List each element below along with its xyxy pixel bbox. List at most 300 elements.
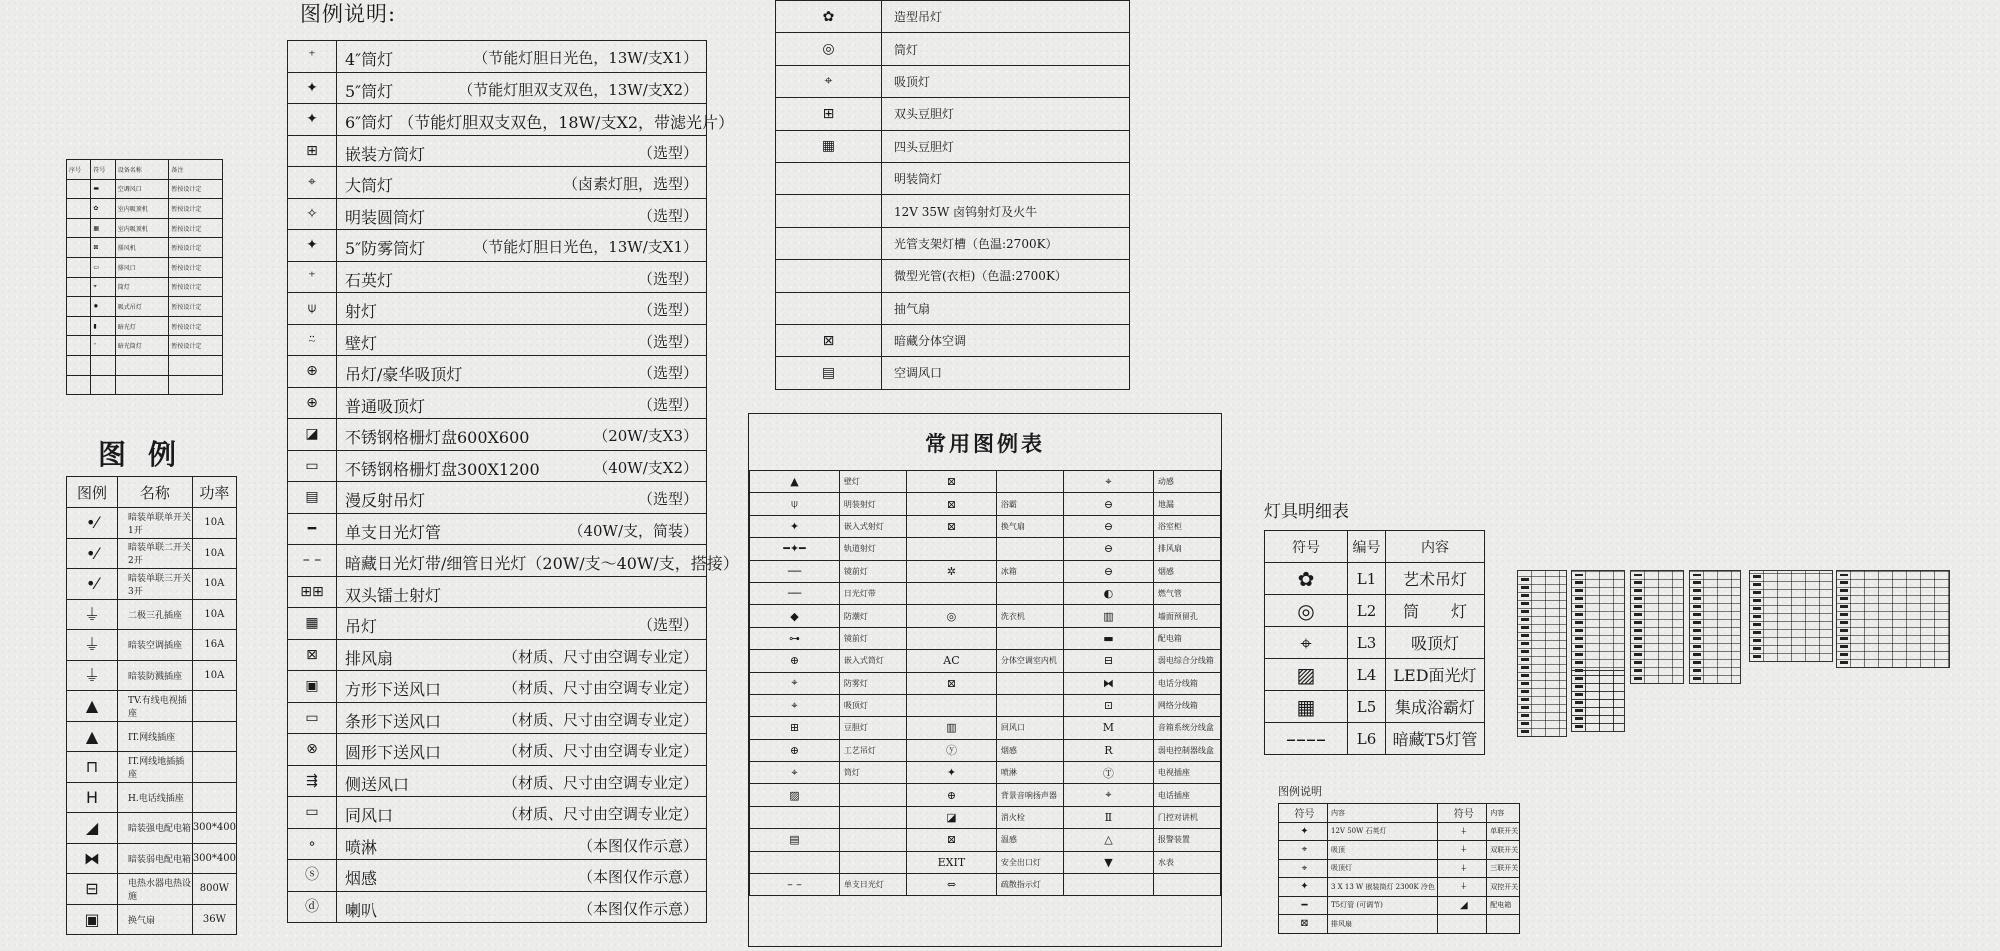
- legend-note: （20W/支X3）: [593, 427, 698, 445]
- common-name: 嵌入式筒灯: [839, 650, 906, 672]
- common-symbol-icon: [906, 694, 996, 716]
- equipment-cell: 暂按设计定: [169, 199, 223, 219]
- common-row: [750, 627, 1221, 649]
- symbol-row: [776, 260, 1130, 292]
- note-symbol-icon: ⍭: [1438, 859, 1487, 878]
- fixture-row: [1265, 659, 1485, 691]
- common-name: 配电箱: [1153, 627, 1220, 649]
- legend-name: 嵌装方筒灯: [345, 144, 426, 164]
- common-symbol-icon: ⊟: [1063, 650, 1153, 672]
- moisture-proof-downlight-icon: ✦: [306, 237, 318, 254]
- legend-symbol-cell: [288, 230, 337, 262]
- electrical-row: [67, 843, 237, 874]
- legend-symbol-cell: [288, 419, 337, 451]
- note-symbol-icon: ✦: [1279, 822, 1328, 841]
- legend-row: [288, 671, 707, 703]
- equipment-symbol-icon: ▬: [91, 179, 115, 199]
- equipment-row: [67, 355, 223, 375]
- note-text: [1487, 915, 1520, 934]
- electrical-power: 10A: [192, 508, 236, 539]
- common-name: [839, 806, 906, 828]
- fixture-content: 艺术吊灯: [1386, 563, 1485, 595]
- symbol-text: 12V 35W 卤钨射灯及火牛: [882, 195, 1130, 227]
- small-star-icon: ✦: [306, 79, 318, 96]
- legend-note: （材质、尺寸由空调专业定）: [502, 647, 698, 666]
- electrical-row: [67, 813, 237, 844]
- common-row: [750, 874, 1221, 896]
- common-symbol-icon: ▥: [1063, 605, 1153, 627]
- equipment-symbol-icon: ⊠: [91, 238, 115, 258]
- large-downlight-icon: ⌖: [308, 174, 316, 191]
- electrical-symbol-cell: [67, 752, 118, 783]
- electrical-power: 300*400: [192, 813, 236, 844]
- legend-text-cell: [337, 72, 707, 104]
- symbol-cell: [776, 260, 882, 292]
- electrical-name: 暗装单联二开关 2开: [118, 538, 193, 569]
- note-symbol-icon: ⍭: [1438, 822, 1487, 841]
- common-name: 背景音响扬声器: [996, 784, 1063, 806]
- spot-light-icon: ⍦: [307, 300, 317, 317]
- symbol-text: 光管支架灯槽（色温:2700K）: [882, 227, 1130, 259]
- equipment-cell: 暂按设计定: [169, 257, 223, 277]
- legend-note: （本图仅作示意）: [577, 899, 698, 918]
- legend-name: 排风扇: [345, 648, 394, 668]
- equipment-cell: 暂按设计定: [169, 316, 223, 336]
- electrical-row: [67, 782, 237, 813]
- note-text: 双控开关: [1487, 878, 1520, 897]
- common-symbol-icon: ▬: [1063, 627, 1153, 649]
- fixture-symbol-cell: [1265, 627, 1348, 659]
- common-symbol-icon: △: [1063, 829, 1153, 851]
- legend-note-title: 图例说明: [1278, 785, 1322, 798]
- electrical-header-cell: 图例: [67, 477, 118, 508]
- electrical-name: IT.网线地插插座: [118, 752, 193, 783]
- legend-row: [288, 135, 707, 167]
- equipment-cell: 暂按设计定: [169, 336, 223, 356]
- thumbnail-table-7: [1836, 570, 1950, 668]
- common-name: 地漏: [1153, 493, 1220, 515]
- equipment-row: [67, 277, 223, 297]
- symbol-row: [776, 33, 1130, 65]
- legend-text-cell: [337, 576, 707, 608]
- equipment-cell: [67, 257, 91, 277]
- common-name: 电话插座: [1153, 784, 1220, 806]
- symbol-row: [776, 357, 1130, 389]
- equipment-cell: 排风机: [115, 238, 169, 258]
- electrical-symbol-cell: [67, 782, 118, 813]
- legend-symbol-cell: [288, 702, 337, 734]
- legend-text-cell: [337, 860, 707, 892]
- symbol-row: [776, 292, 1130, 324]
- legend-name: 普通吸顶灯: [345, 396, 426, 416]
- equipment-row: [67, 179, 223, 199]
- legend-name: 壁灯: [345, 333, 378, 353]
- common-name: 镜前灯: [839, 627, 906, 649]
- note-text: 吸顶: [1328, 841, 1438, 860]
- electrical-symbol-cell: [67, 904, 118, 935]
- small-dot-icon: ⁺: [308, 48, 316, 65]
- electrical-symbol-cell: [67, 874, 118, 905]
- fixture-code: L4: [1348, 659, 1386, 691]
- legend-note: （选型）: [637, 143, 698, 162]
- symbol-cell: [776, 98, 882, 130]
- common-symbol-icon: ⊕: [750, 739, 840, 761]
- legend-name: 5″筒灯: [345, 81, 394, 101]
- common-name: 筒灯: [839, 762, 906, 784]
- legend-row: [288, 891, 707, 923]
- wall-light-icon: ⍨: [307, 331, 317, 348]
- common-row: [750, 851, 1221, 873]
- electrical-power: 10A: [192, 538, 236, 569]
- note-symbol-icon: ⌖: [1279, 841, 1328, 860]
- common-symbol-icon: ⊖: [1063, 538, 1153, 560]
- note-text: 12V 50W 石英灯: [1328, 822, 1438, 841]
- common-name: 豆胆灯: [839, 717, 906, 739]
- legend-text-cell: [337, 513, 707, 545]
- symbol-text: 抽气扇: [882, 292, 1130, 324]
- legend-text-cell: [337, 608, 707, 640]
- quartz-light-icon: ⁺: [308, 268, 316, 285]
- legend-name: 5″防雾筒灯: [345, 239, 426, 258]
- fixture-row: [1265, 723, 1485, 755]
- legend-note-table: [1278, 803, 1520, 934]
- main-legend-table: [287, 40, 739, 923]
- equipment-cell: 暂按设计定: [169, 297, 223, 317]
- smoke-detector-icon: ⓢ: [305, 867, 319, 884]
- legend-text-cell: [337, 167, 707, 199]
- electrical-legend-title: 图例: [98, 438, 199, 471]
- fixture-symbol-cell: [1265, 659, 1348, 691]
- electrical-symbol-cell: [67, 691, 118, 722]
- note-header-cell: 内容: [1328, 804, 1438, 823]
- common-symbol-icon: ▨: [750, 784, 840, 806]
- electrical-row: [67, 599, 237, 630]
- electrical-row: [67, 508, 237, 539]
- distribution-box-icon: ◢: [85, 818, 99, 838]
- legend-symbol-cell: [288, 608, 337, 640]
- symbol-row: [776, 65, 1130, 97]
- common-legend-table: [749, 470, 1221, 896]
- legend-note: （40W/支，简装）: [568, 521, 698, 540]
- equipment-header-cell: 设备名称: [115, 160, 169, 180]
- legend-symbol-cell: [288, 639, 337, 671]
- side-vent-icon: ⇶: [306, 772, 318, 789]
- common-name: 壁灯: [839, 471, 906, 493]
- legend-text-cell: [337, 734, 707, 766]
- note-header-cell: 符号: [1438, 804, 1487, 823]
- legend-row: [288, 765, 707, 797]
- common-row: [750, 471, 1221, 493]
- electrical-row: [67, 538, 237, 569]
- fixture-code: L2: [1348, 595, 1386, 627]
- legend-row: [288, 608, 707, 640]
- common-row: [750, 650, 1221, 672]
- electrical-power: 10A: [192, 569, 236, 600]
- common-symbol-icon: ⊠: [906, 515, 996, 537]
- common-legend-panel: [748, 413, 1222, 947]
- symbol-cell: [776, 130, 882, 162]
- common-symbol-icon: [906, 627, 996, 649]
- electrical-name: 电热水器电热设施: [118, 874, 193, 905]
- decorative-chandelier-icon: ✿: [1297, 566, 1315, 591]
- common-symbol-icon: ⓨ: [906, 739, 996, 761]
- common-symbol-icon: ⌖: [750, 694, 840, 716]
- symbol-text: 筒灯: [882, 33, 1130, 65]
- note-row: [1279, 896, 1520, 915]
- legend-symbol-cell: [288, 356, 337, 388]
- thumbnail-table-1: [1517, 570, 1567, 737]
- decorative-chandelier-icon: ✿: [822, 8, 835, 25]
- electrical-name: H.电话线插座: [118, 782, 193, 813]
- legend-row: [288, 198, 707, 230]
- legend-text-cell: [337, 104, 735, 136]
- legend-name: 同风口: [345, 806, 394, 825]
- symbol-row: [776, 98, 1130, 130]
- equipment-cell: [115, 375, 169, 395]
- equipment-symbol-icon: ⌖: [91, 277, 115, 297]
- note-header-cell: 内容: [1487, 804, 1520, 823]
- electrical-power: 10A: [192, 660, 236, 691]
- grille-panel-300-icon: ▭: [305, 457, 319, 474]
- legend-text-cell: [337, 450, 707, 482]
- switch-2-icon: •⁄: [85, 543, 99, 563]
- legend-name: 圆形下送风口: [345, 743, 442, 762]
- note-text: 配电箱: [1487, 896, 1520, 915]
- legend-row: [288, 356, 707, 388]
- equipment-cell: [67, 375, 91, 395]
- common-row: [750, 605, 1221, 627]
- square-supply-vent-icon: ▣: [305, 678, 319, 695]
- common-symbol-icon: ⊕: [750, 650, 840, 672]
- equipment-cell: [67, 336, 91, 356]
- legend-note: （卤素灯胆，选型）: [562, 175, 698, 193]
- equipment-symbol-icon: ✿: [91, 199, 115, 219]
- common-symbol-icon: ⌖: [1063, 471, 1153, 493]
- electrical-symbol-cell: [67, 843, 118, 874]
- common-name: 浴室柜: [1153, 515, 1220, 537]
- note-header-cell: 符号: [1279, 804, 1328, 823]
- electrical-name: 暗装防溅插座: [118, 660, 193, 691]
- symbol-text: 吸顶灯: [882, 65, 1130, 97]
- electrical-power: 10A: [192, 599, 236, 630]
- thumbnail-table-3: [1571, 670, 1625, 732]
- common-name: 温感: [996, 829, 1063, 851]
- common-name: 排风扇: [1153, 538, 1220, 560]
- equipment-cell: 暂按设计定: [169, 179, 223, 199]
- legend-name: 暗藏日光灯带/细管日光灯（20W/支～40W/支，搭接）: [345, 554, 739, 573]
- legend-name: 大筒灯: [345, 176, 394, 195]
- equipment-row: [67, 199, 223, 219]
- electrical-legend-table: [66, 476, 237, 935]
- legend-row: [288, 387, 707, 419]
- equipment-row: [67, 375, 223, 395]
- electrical-symbol-cell: [67, 813, 118, 844]
- legend-symbol-cell: [288, 765, 337, 797]
- equipment-row: [67, 336, 223, 356]
- grille-panel-600-icon: ◪: [305, 426, 319, 443]
- weak-box-icon: ⧓: [84, 848, 100, 868]
- electrical-row: [67, 691, 237, 722]
- common-symbol-icon: ⊖: [1063, 515, 1153, 537]
- phone-socket-icon: H: [85, 787, 99, 807]
- common-name: 洗衣机: [996, 605, 1063, 627]
- legend-note: （材质、尺寸由空调专业定）: [502, 805, 698, 823]
- common-name: 单支日光灯: [839, 874, 906, 896]
- legend-symbol-cell: [288, 545, 337, 577]
- note-symbol-icon: ⌖: [1279, 859, 1328, 878]
- common-name: 弱电控制器线盒: [1153, 739, 1220, 761]
- electrical-symbol-cell: [67, 721, 118, 752]
- common-name: 燃气管: [1153, 582, 1220, 604]
- electrical-name: 暗装弱电配电箱: [118, 843, 193, 874]
- diffuse-pendant-icon: ▤: [305, 489, 319, 506]
- legend-symbol-cell: [288, 135, 337, 167]
- ceiling-light-icon: ⌖: [1300, 630, 1312, 655]
- legend-text-cell: [337, 797, 707, 829]
- common-row: [750, 538, 1221, 560]
- symbol-cell: [776, 227, 882, 259]
- equipment-cell: 暂按设计定: [169, 238, 223, 258]
- common-symbol-icon: [750, 806, 840, 828]
- equipment-symbol-icon: ⁺: [91, 336, 115, 356]
- legend-text-cell: [337, 356, 707, 388]
- equipment-cell: [67, 316, 91, 336]
- equipment-cell: [67, 238, 91, 258]
- legend-name: 不锈钢格栅灯盘600X600: [345, 428, 530, 447]
- electrical-name: 暗装单联单开关 1开: [118, 508, 193, 539]
- legend-row: [288, 576, 707, 608]
- equipment-table: [66, 159, 223, 395]
- common-name: 消火栓: [996, 806, 1063, 828]
- symbol-row: [776, 162, 1130, 194]
- symbol-text: 双头豆胆灯: [882, 98, 1130, 130]
- electrical-row: [67, 660, 237, 691]
- pendant-light-icon: ▦: [305, 615, 319, 632]
- socket-icon: ⏚: [83, 604, 100, 624]
- common-symbol-icon: AC: [906, 650, 996, 672]
- symbol-text: 四头豆胆灯: [882, 130, 1130, 162]
- equipment-row: [67, 297, 223, 317]
- legend-name: 双头镭士射灯: [345, 585, 442, 605]
- note-symbol-icon: ⊠: [1279, 915, 1328, 934]
- common-name: [996, 672, 1063, 694]
- fixture-row: [1265, 563, 1485, 595]
- symbol-row: [776, 227, 1130, 259]
- legend-note: （节能灯胆日光色，13W/支X1）: [473, 49, 698, 67]
- speaker-icon: ⓓ: [305, 898, 319, 915]
- common-symbol-icon: M: [1063, 717, 1153, 739]
- common-name: [996, 582, 1063, 604]
- electrical-name: TV.有线电视插座: [118, 691, 193, 722]
- electrical-row: [67, 904, 237, 935]
- electrical-power: 300*400: [192, 843, 236, 874]
- equipment-cell: [67, 277, 91, 297]
- common-symbol-icon: ✦: [750, 515, 840, 537]
- equipment-cell: 暂按设计定: [169, 277, 223, 297]
- cross-light-icon: ✦: [306, 111, 318, 128]
- electrical-row: [67, 630, 237, 661]
- common-name: 烟感: [1153, 560, 1220, 582]
- note-row: [1279, 878, 1520, 897]
- common-name: 电话分线箱: [1153, 672, 1220, 694]
- electrical-symbol-cell: [67, 569, 118, 600]
- common-symbol-icon: [1063, 874, 1153, 896]
- symbol-row: [776, 130, 1130, 162]
- single-fluorescent-icon: ━: [307, 520, 317, 537]
- legend-row: [288, 324, 707, 356]
- common-name: 门控对讲机: [1153, 806, 1220, 828]
- common-symbol-icon: ⊶: [750, 627, 840, 649]
- symbol-row: [776, 195, 1130, 227]
- electrical-name: IT.网线插座: [118, 721, 193, 752]
- common-name: [996, 694, 1063, 716]
- fixture-symbol-cell: [1265, 595, 1348, 627]
- common-name: 音箱系统分线盒: [1153, 717, 1220, 739]
- common-symbol-icon: ⊠: [906, 471, 996, 493]
- common-symbol-icon: Ⅱ: [1063, 806, 1153, 828]
- fixture-symbol-table: [775, 0, 1130, 390]
- legend-symbol-cell: [288, 72, 337, 104]
- legend-row: [288, 702, 707, 734]
- common-symbol-icon: ⊖: [1063, 493, 1153, 515]
- legend-text-cell: [337, 261, 707, 293]
- switch-3-icon: •⁄: [85, 574, 99, 594]
- quad-grille-light-icon: ▦: [821, 138, 836, 155]
- legend-symbol-cell: [288, 671, 337, 703]
- electrical-header-cell: 名称: [118, 477, 193, 508]
- legend-row: [288, 41, 707, 73]
- common-name: 明装射灯: [839, 493, 906, 515]
- legend-row: [288, 167, 707, 199]
- legend-note: （材质、尺寸由空调专业定）: [502, 773, 698, 792]
- common-name: [996, 627, 1063, 649]
- note-row: [1279, 841, 1520, 860]
- equipment-symbol-icon: ▭: [91, 257, 115, 277]
- legend-text-cell: [337, 639, 707, 671]
- downlight-icon: ◎: [822, 41, 835, 58]
- common-name: 防雾灯: [839, 672, 906, 694]
- note-symbol-icon: ⍭: [1438, 841, 1487, 860]
- common-name: [839, 851, 906, 873]
- common-name: 报警装置: [1153, 829, 1220, 851]
- common-symbol-icon: ⍦: [750, 493, 840, 515]
- legend-symbol-cell: [288, 734, 337, 766]
- legend-row: [288, 860, 707, 892]
- note-row: [1279, 822, 1520, 841]
- legend-symbol-cell: [288, 41, 337, 73]
- common-symbol-icon: ⌖: [750, 762, 840, 784]
- equipment-cell: 室内吸顶机: [115, 218, 169, 238]
- exhaust-icon: ▣: [84, 909, 100, 929]
- equipment-cell: 排风口: [115, 257, 169, 277]
- electrical-power: 36W: [192, 904, 236, 935]
- legend-name: 条形下送风口: [345, 711, 442, 731]
- round-supply-vent-icon: ⊗: [306, 741, 318, 758]
- symbol-row: [776, 1, 1130, 33]
- equipment-symbol-icon: ▦: [91, 218, 115, 238]
- legend-symbol-cell: [288, 104, 337, 136]
- downlight-icon: ◎: [1297, 598, 1315, 623]
- legend-text-cell: [337, 765, 707, 797]
- common-symbol-icon: Ⓣ: [1063, 762, 1153, 784]
- electrical-power: 800W: [192, 874, 236, 905]
- common-symbol-icon: ──: [750, 560, 840, 582]
- legend-note: （本图仅作示意）: [577, 836, 698, 855]
- fixture-symbol-cell: [1265, 563, 1348, 595]
- common-symbol-icon: [906, 538, 996, 560]
- note-text: T5灯管 (可调节): [1328, 896, 1438, 915]
- fixture-symbol-cell: [1265, 723, 1348, 755]
